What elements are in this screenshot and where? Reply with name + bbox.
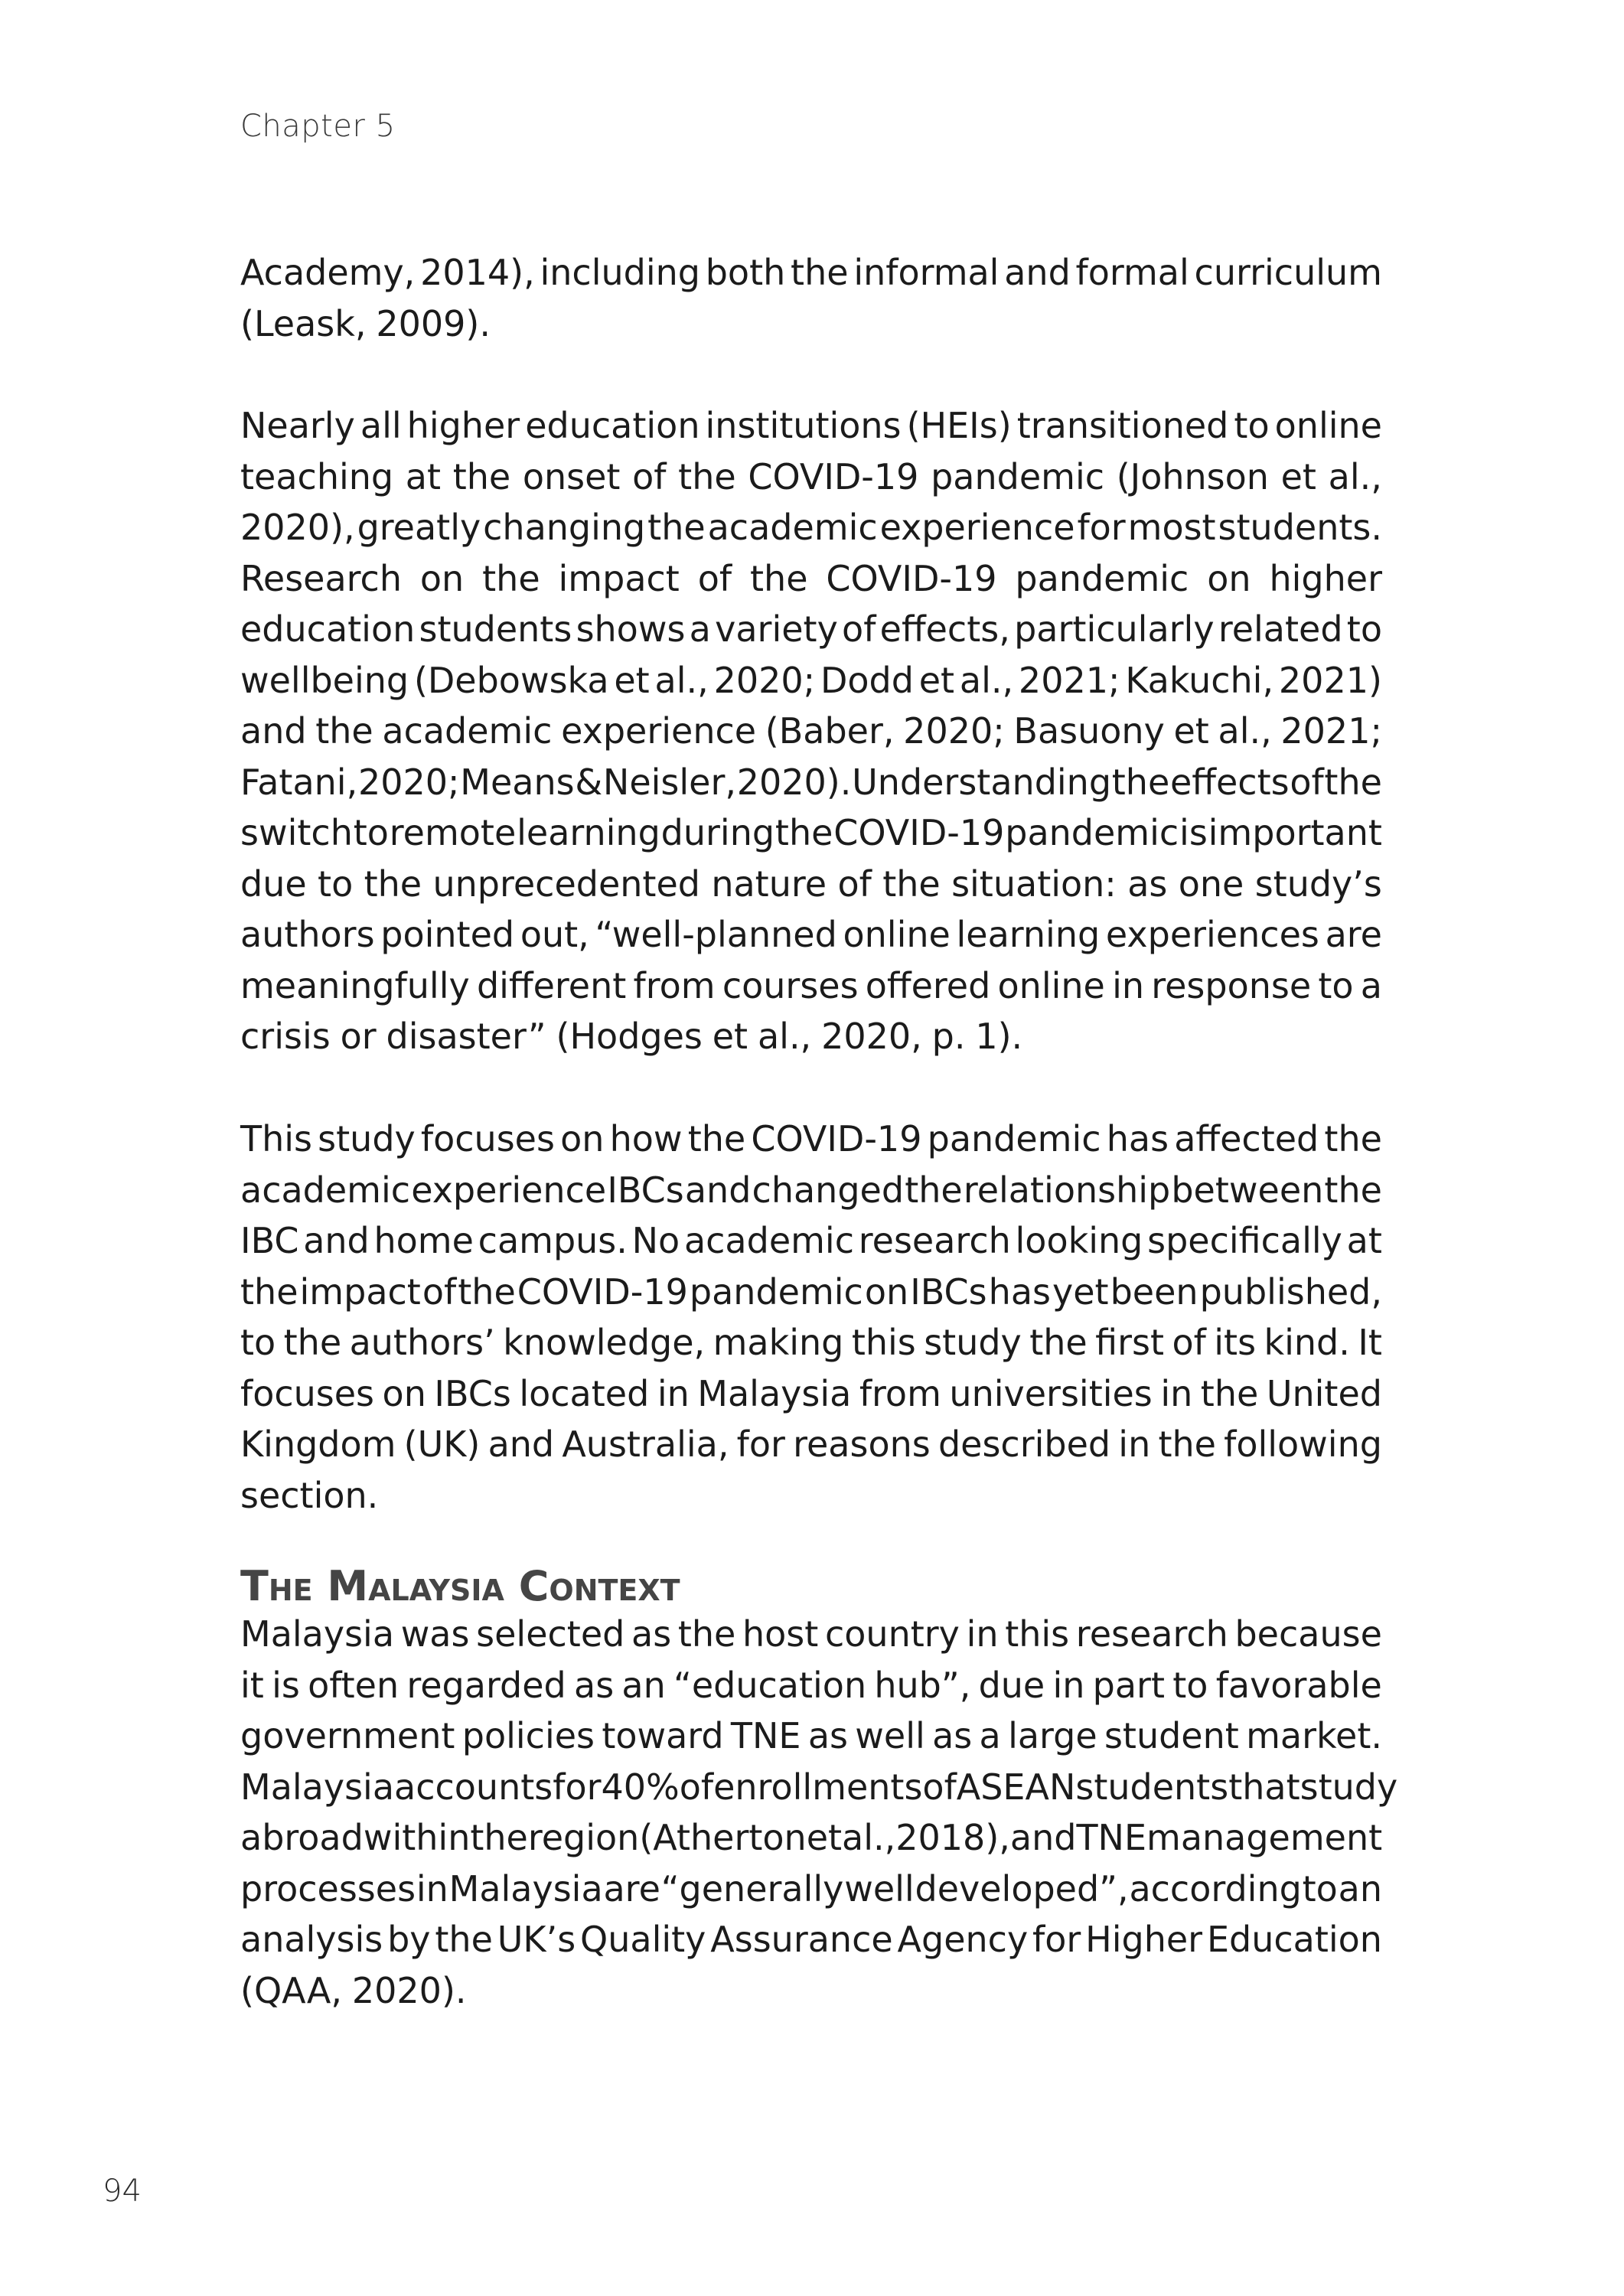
text-line: IBC and home campus. No academic research looking specifically at: [240, 1220, 1382, 1261]
text-line: academic experience IBCs and changed the relationship between the: [240, 1169, 1382, 1211]
page-number: 94: [103, 2174, 142, 2209]
text-line: switch to remote learning during the COVID-19 pandemic is important: [240, 812, 1382, 853]
text-line: government policies toward TNE as well as a large student market.: [240, 1715, 1382, 1756]
text-line: Nearly all higher education institutions (HEIs) transitioned to online: [240, 405, 1382, 446]
paragraph-1: [240, 247, 1382, 349]
section-heading-malaysia-context: The Malaysia Context: [240, 1562, 680, 1610]
text-line: This study focuses on how the COVID-19 pandemic has affected the: [240, 1118, 1382, 1159]
text-line: due to the unprecedented nature of the situation: as one study’s: [240, 863, 1382, 905]
text-line: Academy, 2014), including both the informal and formal curriculum: [240, 252, 1382, 293]
text-line: meaningfully different from courses offered online in response to a: [240, 964, 1382, 1006]
text-line: (QAA, 2020).: [240, 1969, 467, 2011]
paragraph-2: [240, 400, 1382, 1062]
text-line: to the authors’ knowledge, making this study the first of its kind. It: [240, 1322, 1382, 1363]
text-line: authors pointed out, “well-planned online learning experiences are: [240, 914, 1382, 955]
text-line: it is often regarded as an “education hub”, due in part to favorable: [240, 1664, 1382, 1706]
text-line: education students shows a variety of effects, particularly related to: [240, 608, 1382, 650]
text-line: and the academic experience (Baber, 2020; Basuony et al., 2021;: [240, 710, 1382, 752]
text-line: teaching at the onset of the COVID-19 pandemic (Johnson et al.,: [240, 455, 1382, 497]
text-line: crisis or disaster” (Hodges et al., 2020, p. 1).: [240, 1016, 1023, 1057]
text-line: Research on the impact of the COVID-19 pandemic on higher: [240, 557, 1382, 599]
text-line: Fatani, 2020; Means & Neisler, 2020). Understanding the effects of the: [240, 761, 1382, 803]
paragraph-malaysia-context: [240, 1609, 1398, 2016]
running-head-chapter: Chapter 5: [240, 109, 396, 144]
text-line: Malaysia accounts for 40% of enrollments of ASEAN students that study: [240, 1766, 1398, 1808]
text-line: focuses on IBCs located in Malaysia from universities in the United: [240, 1372, 1382, 1414]
text-line: abroad within the region (Atherton et al., 2018), and TNE management: [240, 1817, 1383, 1858]
text-line: section.: [240, 1474, 379, 1516]
text-line: Malaysia was selected as the host country in this research because: [240, 1613, 1382, 1655]
text-line: analysis by the UK’s Quality Assurance Agency for Higher Education: [240, 1919, 1382, 1960]
text-line: wellbeing (Debowska et al., 2020; Dodd et al., 2021; Kakuchi, 2021): [240, 659, 1382, 701]
text-line: 2020), greatly changing the academic experience for most students.: [240, 507, 1382, 548]
paragraph-3: [240, 1114, 1382, 1521]
text-line: (Leask, 2009).: [240, 302, 491, 344]
text-line: Kingdom (UK) and Australia, for reasons described in the following: [240, 1424, 1382, 1465]
text-line: processes in Malaysia are “generally well developed”, according to an: [240, 1867, 1382, 1910]
text-line: the impact of the COVID-19 pandemic on IBCs has yet been published,: [240, 1270, 1382, 1313]
